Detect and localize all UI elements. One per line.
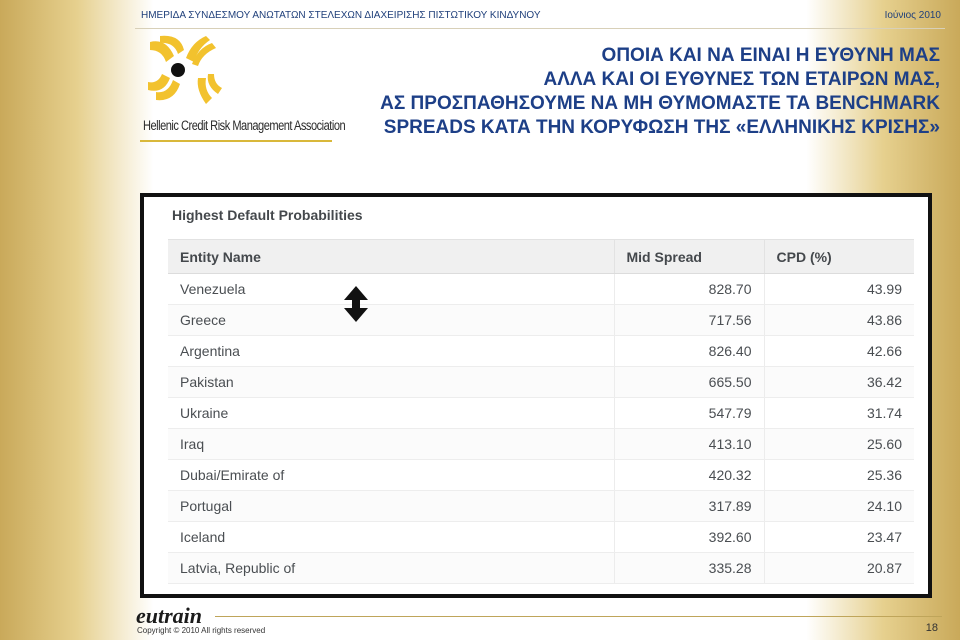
copyright-text: Copyright © 2010 All rights reserved <box>137 626 266 635</box>
mid-spread: 828.70 <box>614 274 764 305</box>
entity-name: Dubai/Emirate of <box>168 460 614 491</box>
entity-name: Pakistan <box>168 367 614 398</box>
table-row <box>168 274 914 305</box>
mid-spread: 826.40 <box>614 336 764 367</box>
entity-name: Ukraine <box>168 398 614 429</box>
panel-title: Highest Default Probabilities <box>172 207 363 223</box>
cpd: 24.10 <box>764 491 914 522</box>
footer-divider <box>215 616 942 617</box>
cpd: 25.36 <box>764 460 914 491</box>
logo-wordmark: Hellenic Credit Risk Management Association <box>143 118 346 133</box>
headline-line-1: ΟΠΟΙΑ ΚΑΙ ΝΑ ΕΙΝΑΙ Η ΕΥΘΥΝΗ ΜΑΣ <box>601 45 940 66</box>
table-header-row <box>168 240 914 274</box>
page-number: 18 <box>925 622 938 634</box>
cpd: 36.42 <box>764 367 914 398</box>
table-row <box>168 367 914 398</box>
table-row <box>168 460 914 491</box>
headline-line-4: SPREADS ΚΑΤΑ ΤΗΝ ΚΟΡΥΦΩΣΗ ΤΗΣ «ΕΛΛΗΝΙΚΗΣ ΚΡΙΣΗΣ» <box>383 117 940 138</box>
table-row <box>168 305 914 336</box>
mid-spread: 317.89 <box>614 491 764 522</box>
cpd: 43.99 <box>764 274 914 305</box>
mid-spread: 392.60 <box>614 522 764 553</box>
column-header-mid-spread[interactable]: Mid Spread <box>614 240 764 274</box>
default-probabilities-panel <box>140 193 932 598</box>
table-row <box>168 336 914 367</box>
cpd: 23.47 <box>764 522 914 553</box>
headline <box>320 44 940 140</box>
entity-name: Latvia, Republic of <box>168 553 614 584</box>
mid-spread: 335.28 <box>614 553 764 584</box>
table-row <box>168 491 914 522</box>
mid-spread: 717.56 <box>614 305 764 336</box>
headline-line-2: ΑΛΛΑ ΚΑΙ ΟΙ ΕΥΘΥΝΕΣ ΤΩΝ ΕΤΑΙΡΩΝ ΜΑΣ, <box>543 69 940 90</box>
entity-name: Argentina <box>168 336 614 367</box>
cpd: 43.86 <box>764 305 914 336</box>
slide-date: Ιούνιος 2010 <box>884 10 941 21</box>
entity-name: Iceland <box>168 522 614 553</box>
mid-spread: 665.50 <box>614 367 764 398</box>
cpd: 31.74 <box>764 398 914 429</box>
table-row <box>168 522 914 553</box>
mid-spread: 413.10 <box>614 429 764 460</box>
table-row <box>168 429 914 460</box>
entity-name: Portugal <box>168 491 614 522</box>
column-header-cpd[interactable]: CPD (%) <box>764 240 914 274</box>
entity-name: Greece <box>168 305 614 336</box>
cpd: 42.66 <box>764 336 914 367</box>
headline-line-3: ΑΣ ΠΡΟΣΠΑΘΗΣΟΥΜΕ ΝΑ ΜΗ ΘΥΜΟΜΑΣΤΕ ΤΑ BENCHMARK <box>380 93 940 114</box>
cpd: 20.87 <box>764 553 914 584</box>
up-down-arrow-icon <box>344 286 368 322</box>
logo-underline <box>140 140 332 142</box>
top-bar <box>135 0 945 29</box>
default-probabilities-table <box>168 239 914 584</box>
entity-name: Venezuela <box>168 274 614 305</box>
table-row <box>168 553 914 584</box>
mid-spread: 420.32 <box>614 460 764 491</box>
org-title: ΗΜΕΡΙΔΑ ΣΥΝΔΕΣΜΟΥ ΑΝΩΤΑΤΩΝ ΣΤΕΛΕΧΩΝ ΔΙΑΧΕΙΡΙΣΗΣ ΠΙΣΤΩΤΙΚΟΥ ΚΙΝΔΥΝΟΥ <box>141 10 541 21</box>
entity-name: Iraq <box>168 429 614 460</box>
column-header-entity[interactable]: Entity Name <box>168 240 614 274</box>
eutrain-logo: eutrain <box>136 603 203 628</box>
table-row <box>168 398 914 429</box>
cpd: 25.60 <box>764 429 914 460</box>
mid-spread: 547.79 <box>614 398 764 429</box>
